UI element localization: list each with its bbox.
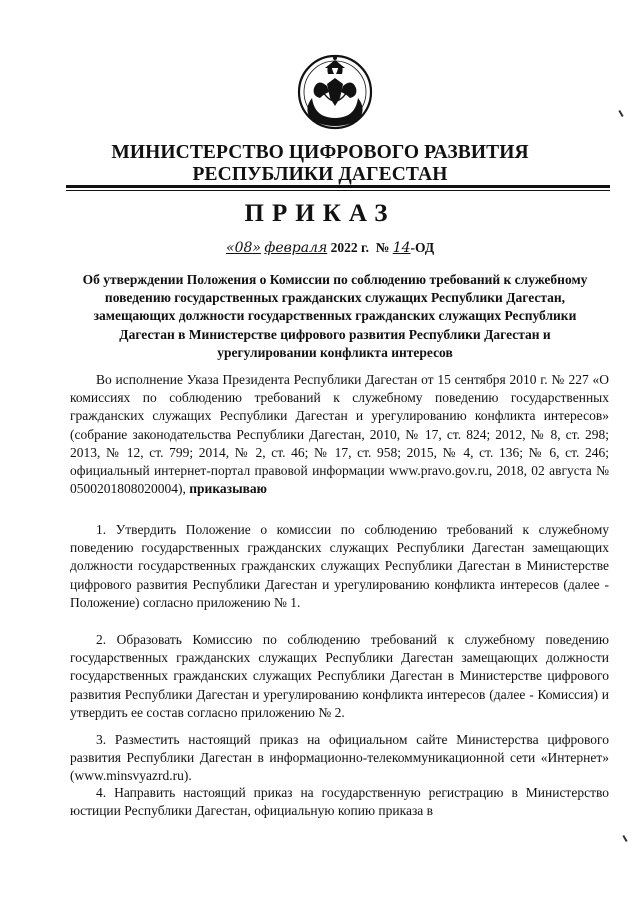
preamble-paragraph: [70, 371, 609, 498]
order-number-suffix: -ОД: [410, 240, 435, 255]
order-number: 14: [392, 240, 411, 256]
ministry-name-line2: РЕСПУБЛИКИ ДАГЕСТАН: [192, 164, 448, 185]
header-rule-thick: [66, 185, 610, 188]
order-heading: ПРИКАЗ: [244, 200, 396, 227]
order-date-line: [226, 240, 434, 256]
date-year: 2022 г.: [330, 240, 369, 255]
scan-mark: [622, 835, 627, 842]
date-month: февраля: [264, 240, 328, 256]
preamble-text: Во исполнение Указа Президента Республики Дагестан от 15 сентября 2010 г. № 227 «О комиссиях по соблюдению требований к служебному поведению государственных гражданских служащих Республики Дагестан и урегулированию конфликта интересов» (собрание законодательства Республики Дагестан, 2010, № 17, ст. 824; 2012, № 8, ст. 298; 2013, № 12, ст. 799; 2014, № 2, ст. 46; № 17, ст. 958; 2015, № 4, ст. 136; № 6, ст. 246; официальный интернет-портал правовой информации www.pravo.gov.ru, 2018, 02 августа № 0500201808020004),: [70, 372, 609, 497]
scan-mark: [618, 110, 623, 117]
order-item-1: 1. Утвердить Положение о комиссии по соблюдению требований к служебному поведению государственных гражданских служащих Республики Дагестан замещающих должности государственных гражданских служащих Республики Дагестан в Министерстве цифрового развития Республики Дагестан и урегулированию конфликта интересов (далее - Положение) согласно приложению № 1.: [70, 522, 609, 610]
coat-of-arms-eagle-icon: [296, 52, 374, 132]
header-rule-thin: [66, 190, 610, 191]
date-close-quote: »: [252, 240, 261, 256]
date-open-quote: «: [226, 240, 235, 256]
order-item-2: 2. Образовать Комиссию по соблюдению требований к служебному поведению государственных гражданских служащих Республики Дагестан замещающих должности государственных гражданских служащих Республики Дагестан в Министерстве цифрового развития Республики Дагестан и урегулированию конфликта интересов (далее - Комиссия) и утвердить ее состав согласно приложению № 2.: [70, 632, 609, 720]
ministry-name-line1: МИНИСТЕРСТВО ЦИФРОВОГО РАЗВИТИЯ: [111, 142, 529, 163]
order-title: Об утверждении Положения о Комиссии по соблюдению требований к служебному поведению государственных гражданских служащих Республики Дагестан, замещающих должности государственных гражданских служащих Республики Дагестан в Министерстве цифрового развития Республики Дагестан и урегулировании конфликта интересов: [82, 272, 588, 360]
order-item-4: 4. Направить настоящий приказ на государственную регистрацию в Министерство юстиции Республики Дагестан, официальную копию приказа в: [70, 785, 609, 819]
number-sign: №: [375, 240, 390, 255]
order-item-3: 3. Разместить настоящий приказ на официальном сайте Министерства цифрового развития Республики Дагестан в информационно-телекоммуникационной сети «Интернет» (www.minsvyazrd.ru).: [70, 732, 609, 784]
date-day: 08: [234, 240, 253, 256]
directive-word: приказываю: [189, 481, 267, 497]
